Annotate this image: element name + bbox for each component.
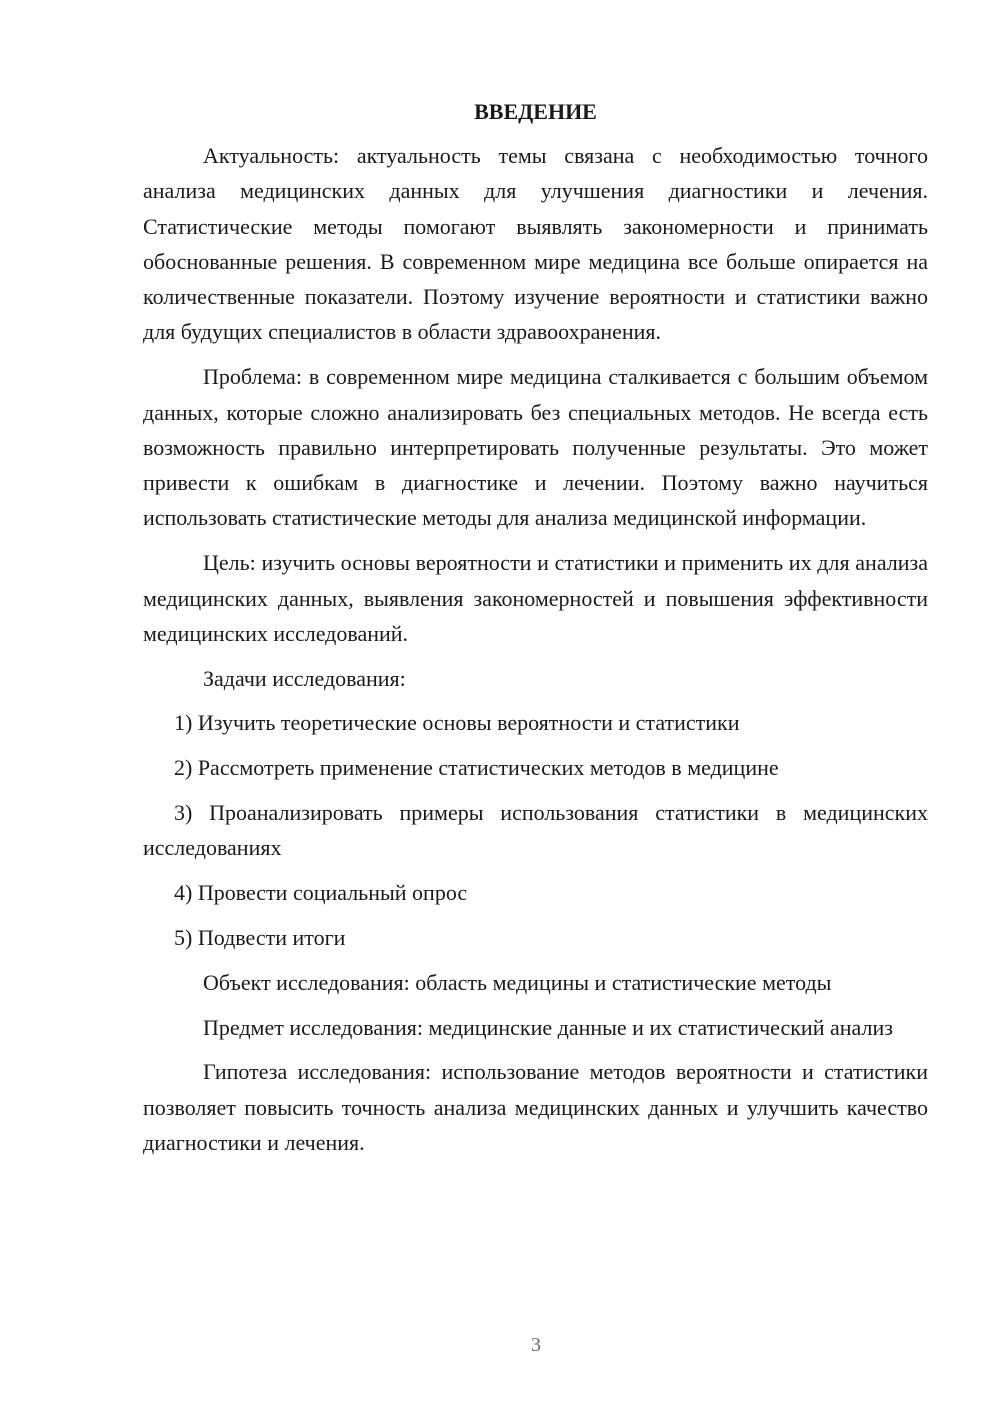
- paragraph-subject: Предмет исследования: медицинские данные и их статистический анализ: [203, 1014, 893, 1040]
- tasks-title: Задачи исследования:: [203, 665, 406, 691]
- list-item: 5) Подвести итоги: [174, 924, 346, 950]
- list-item: 1) Изучить теоретические основы вероятности и статистики: [174, 710, 740, 736]
- section-heading: ВВЕДЕНИЕ: [474, 99, 597, 124]
- paragraph-object: Объект исследования: область медицины и статистические методы: [203, 969, 832, 995]
- page-content: [143, 95, 928, 1170]
- list-item: 3) Проанализировать примеры использования статистики в медицинских исследованиях: [143, 800, 928, 861]
- list-item: 4) Провести социальный опрос: [174, 880, 468, 906]
- tasks-list: [143, 705, 928, 955]
- paragraph-hypothesis: Гипотеза исследования: использование методов вероятности и статистики позволяет повысить точность анализа медицинских данных и улучшить качество диагностики и лечения.: [143, 1059, 928, 1155]
- page-number: 3: [531, 1334, 541, 1356]
- paragraph-goal: Цель: изучить основы вероятности и статистики и применить их для анализа медицинских данных, выявления закономерностей и повышения эффективности медицинских исследований.: [143, 550, 928, 646]
- paragraph-relevance: Актуальность: актуальность темы связана с необходимостью точного анализа медицинских данных для улучшения диагностики и лечения. Статистические методы помогают выявлять закономерности и принимать обоснованные решения. В современном мире медицина все больше опирается на количественные показатели. Поэтому изучение вероятности и статистики важно для будущих специалистов в области здравоохранения.: [143, 143, 928, 345]
- paragraph-problem: Проблема: в современном мире медицина сталкивается с большим объемом данных, которые сложно анализировать без специальных методов. Не всегда есть возможность правильно интерпретировать полученные результаты. Это может привести к ошибкам в диагностике и лечении. Поэтому важно научиться использовать статистические методы для анализа медицинской информации.: [143, 364, 928, 531]
- list-item: 2) Рассмотреть применение статистических методов в медицине: [174, 755, 779, 781]
